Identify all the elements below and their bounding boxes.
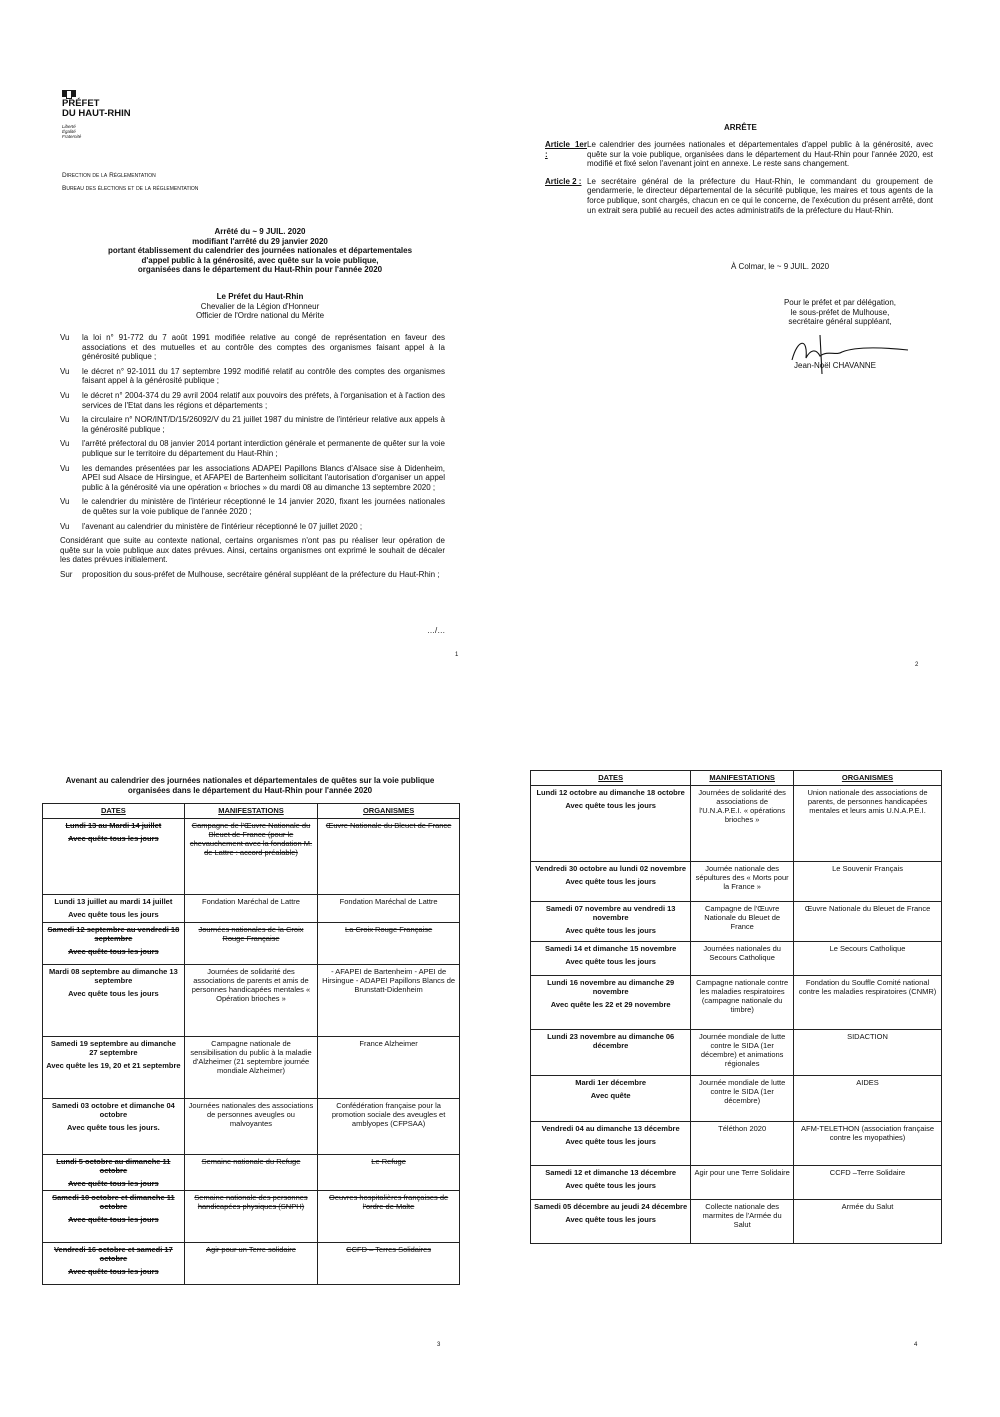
quete-note: Avec quête tous les jours xyxy=(68,1267,159,1276)
manifestation-cell: Semaine nationale du Refuge xyxy=(184,1155,317,1191)
date-range: Samedi 10 octobre et dimanche 11 octobre xyxy=(52,1193,175,1211)
table-row xyxy=(43,1191,460,1243)
visa: Vu l'avenant au calendrier du ministère de l'intérieur réceptionné le 07 juillet 2020 ; xyxy=(60,521,363,531)
quete-note: Avec quête tous les jours xyxy=(68,947,159,956)
organisme-cell: Armée du Salut xyxy=(794,1200,942,1244)
date-range: Mardi 08 septembre au dimanche 13 septembre xyxy=(48,967,178,985)
date-cell xyxy=(531,902,691,942)
table-row xyxy=(531,786,942,862)
quete-note: Avec quête tous les jours xyxy=(565,957,656,966)
date-range: Samedi 19 septembre au dimanche 27 septembre xyxy=(50,1039,176,1057)
article-2: Article 2 : Le secrétaire général de la préfecture du Haut-Rhin, le commandant du groupement de gendarmerie, le directeur départemental de la sécurité publique, les maires et tous agents de la force publique, sont chargés, chacun en ce qui le concerne, de l'exécution du présent arrêté, dont un extrait sera publié au recueil des actes administratifs de la préfecture du Haut-Rhin. xyxy=(545,176,933,215)
manifestation-cell: Journée mondiale de lutte contre le SIDA (1er décembre) et animations régionales xyxy=(691,1030,794,1076)
calendar-table-page3 xyxy=(42,803,460,1285)
table-row xyxy=(531,976,942,1030)
authority-block xyxy=(60,292,460,321)
devise-word: Liberté xyxy=(62,124,76,129)
avenant-title-line: organisées dans le département du Haut-Rhin pour l'année 2020 xyxy=(127,785,373,795)
col-header-dates: DATES xyxy=(531,771,691,786)
date-cell xyxy=(43,1155,185,1191)
date-cell xyxy=(531,786,691,862)
organisme-cell: Fondation du Souffle Comité national contre les maladies respiratoires (CNMR) xyxy=(794,976,942,1030)
devise-word: Égalité xyxy=(62,129,76,134)
table-row xyxy=(531,942,942,976)
quete-note: Avec quête xyxy=(590,1091,631,1100)
signature-line: Pour le préfet et par délégation, xyxy=(783,298,897,307)
date-cell xyxy=(43,923,185,965)
manifestation-cell: Journées nationales du Secours Catholique xyxy=(691,942,794,976)
arrete-heading: ARRÊTE xyxy=(724,123,757,132)
signature-line: le sous-préfet de Mulhouse, xyxy=(790,307,890,317)
quete-note: Avec quête tous les jours xyxy=(565,926,656,935)
date-range: Samedi 12 et dimanche 13 décembre xyxy=(545,1168,677,1177)
date-cell xyxy=(43,895,185,923)
date-range: Samedi 05 décembre au jeudi 24 décembre xyxy=(534,1202,688,1211)
quete-note: Avec quête tous les jours. xyxy=(67,1123,160,1132)
col-header-manifestations: MANIFESTATIONS xyxy=(184,804,317,819)
col-header-organismes: ORGANISMES xyxy=(318,804,460,819)
quete-note: Avec quête tous les jours xyxy=(68,1179,159,1188)
quete-note: Avec quête les 19, 20 et 21 septembre xyxy=(46,1061,181,1070)
quete-note: Avec quête les 22 et 29 novembre xyxy=(550,1000,671,1009)
date-range: Samedi 03 octobre et dimanche 04 octobre xyxy=(51,1101,175,1119)
title-line: portant établissement du calendrier des journées nationales et départementales xyxy=(107,246,413,256)
date-cell xyxy=(43,1099,185,1155)
visa: Vu le décret n° 92-1011 du 17 septembre 1992 modifié relatif au contrôle des comptes des organismes faisant appel à la générosité publique ; xyxy=(60,366,445,386)
manifestation-cell: Téléthon 2020 xyxy=(691,1122,794,1166)
table-row xyxy=(531,1030,942,1076)
organisme-cell: Fondation Maréchal de Lattre xyxy=(318,895,460,923)
page-number: 4 xyxy=(914,1342,918,1348)
page-number: 3 xyxy=(437,1342,441,1348)
manifestation-cell: Journées nationales de la Croix Rouge Française xyxy=(184,923,317,965)
prefet-line1: PRÉFET xyxy=(62,98,100,109)
quete-note: Avec quête tous les jours xyxy=(565,877,656,886)
table-row xyxy=(43,1037,460,1099)
date-range: Vendredi 04 au dimanche 13 décembre xyxy=(541,1124,680,1133)
authority-line: Le Préfet du Haut-Rhin xyxy=(216,292,304,301)
arrete-title: Arrêté du ~ 9 JUIL. 2020 xyxy=(214,227,306,236)
quete-note: Avec quête tous les jours xyxy=(565,1137,656,1146)
page-number: 1 xyxy=(455,652,459,658)
organisme-cell: CCFD –Terre Solidaire xyxy=(794,1166,942,1200)
handwritten-signature xyxy=(780,330,920,380)
visa: Vu le calendrier du ministère de l'intérieur réceptionné le 14 janvier 2020, fixant les journées nationales de quêtes sur la voie publique de l'année 2020 ; xyxy=(60,497,445,516)
manifestation-cell: Collecte nationale des marmites de l'Armée du Salut xyxy=(691,1200,794,1244)
table-row xyxy=(43,1243,460,1285)
direction-label: Direction de la Réglementation xyxy=(62,172,156,179)
date-range: Samedi 12 septembre au vendredi 18 septembre xyxy=(47,925,180,943)
date-range: Lundi 13 juillet au mardi 14 juillet xyxy=(54,897,173,906)
quete-note: Avec quête tous les jours xyxy=(565,1215,656,1224)
date-cell xyxy=(43,1243,185,1285)
manifestation-cell: Journée nationale des sépultures des « Morts pour la France » xyxy=(691,862,794,902)
date-cell xyxy=(531,976,691,1030)
table-row xyxy=(531,1076,942,1122)
signature-block xyxy=(760,298,920,327)
quete-note: Avec quête tous les jours xyxy=(68,1215,159,1224)
visa: Vu les demandes présentées par les associations ADAPEI Papillons Blancs d'Alsace sise à Didenheim, APEI sud Alsace de Hirsingue, et AFAPEI de Bartenheim sollicitant l'autorisation d'organiser un appel public à la générosité via une opération « brioches » du mardi 08 au dimanche 13 septembre 2020 ; xyxy=(60,463,445,492)
organisme-cell: Le Refuge xyxy=(318,1155,460,1191)
organisme-cell: Oeuvres hospitalières françaises de l'ordre de Malte xyxy=(318,1191,460,1243)
considerant: Considérant que suite au contexte national, certains organismes n'ont pas pu réaliser leur opération de quête sur la voie publique aux dates prévues. Ainsi, certains organismes ont exprimé le souhait de décaler les dates prévues initialement. xyxy=(60,536,445,565)
date-cell xyxy=(531,1166,691,1200)
prefet-logotype xyxy=(62,99,131,119)
table-row xyxy=(43,819,460,895)
date-range: Lundi 13 au Mardi 14 juillet xyxy=(65,821,162,830)
organisme-cell: AFM-TELETHON (association française contre les myopathies) xyxy=(794,1122,942,1166)
date-range: Samedi 07 novembre au vendredi 13 novembre xyxy=(545,904,676,922)
avenant-title xyxy=(40,776,460,795)
table-row xyxy=(43,965,460,1037)
arrete-header xyxy=(60,227,460,275)
manifestation-cell: Journée mondiale de lutte contre le SIDA (1er décembre) xyxy=(691,1076,794,1122)
date-cell xyxy=(43,1037,185,1099)
organisme-cell: CCFD – Terres Solidaires xyxy=(318,1243,460,1285)
table-row xyxy=(531,902,942,942)
flag-band xyxy=(72,90,76,97)
quete-note: Avec quête tous les jours xyxy=(68,989,159,998)
date-cell xyxy=(531,1076,691,1122)
organisme-cell: La Croix Rouge Française xyxy=(318,923,460,965)
authority-line: Chevalier de la Légion d'Honneur xyxy=(200,301,320,311)
organisme-cell: France Alzheimer xyxy=(318,1037,460,1099)
quete-note: Avec quête tous les jours xyxy=(68,834,159,843)
quete-note: Avec quête tous les jours xyxy=(68,910,159,919)
manifestation-cell: Journées de solidarité des associations de l'U.N.A.P.E.I. « opérations brioches » xyxy=(691,786,794,862)
date-cell xyxy=(43,819,185,895)
devise xyxy=(62,124,81,139)
sur-proposition: Sur proposition du sous-préfet de Mulhouse, secrétaire général suppléant de la préfecture du Haut-Rhin ; xyxy=(60,569,440,579)
organisme-cell: Œuvre Nationale du Bleuet de France xyxy=(794,902,942,942)
date-range: Lundi 12 octobre au dimanche 18 octobre xyxy=(536,788,685,797)
title-line: modifiant l'arrêté du 29 janvier 2020 xyxy=(192,236,328,246)
table-row xyxy=(531,1200,942,1244)
avenant-title-line: Avenant au calendrier des journées nationales et départementales de quêtes sur la voie publique xyxy=(65,776,435,785)
organisme-cell: SIDACTION xyxy=(794,1030,942,1076)
visa: Vu la loi n° 91-772 du 7 août 1991 modifiée relative au congé de représentation en faveur des associations et des mutuelles et au contrôle des comptes des organismes faisant appel à la générosité publique ; xyxy=(60,333,445,362)
page-number: 2 xyxy=(915,662,919,668)
date-cell xyxy=(531,942,691,976)
date-cell xyxy=(531,1200,691,1244)
col-header-dates: DATES xyxy=(43,804,185,819)
date-range: Lundi 16 novembre au dimanche 29 novembre xyxy=(547,978,675,996)
quete-note: Avec quête tous les jours xyxy=(565,801,656,810)
date-range: Vendredi 16 octobre et samedi 17 octobre xyxy=(53,1245,173,1263)
table-row xyxy=(43,923,460,965)
organisme-cell: AIDES xyxy=(794,1076,942,1122)
visas-block xyxy=(60,333,445,584)
continuation-mark: …/… xyxy=(427,626,446,635)
manifestation-cell: Agir pour un Terre solidaire xyxy=(184,1243,317,1285)
place-date: À Colmar, le ~ 9 JUIL. 2020 xyxy=(731,262,830,271)
col-header-manifestations: MANIFESTATIONS xyxy=(691,771,794,786)
date-cell xyxy=(43,965,185,1037)
title-line: organisées dans le département du Haut-Rhin pour l'année 2020 xyxy=(137,265,383,275)
organisme-cell: Le Souvenir Français xyxy=(794,862,942,902)
quete-note: Avec quête tous les jours xyxy=(565,1181,656,1190)
signature-line: secrétaire général suppléant, xyxy=(788,317,892,327)
date-range: Samedi 14 et dimanche 15 novembre xyxy=(544,944,677,953)
organisme-cell: - AFAPEI de Bartenheim - APEI de Hirsingue - ADAPEI Papillons Blancs de Brunstatt-Didenheim xyxy=(318,965,460,1037)
marianne-logo xyxy=(62,90,76,97)
manifestation-cell: Journées nationales des associations de personnes aveugles ou malvoyantes xyxy=(184,1099,317,1155)
date-cell xyxy=(43,1191,185,1243)
table-row xyxy=(43,895,460,923)
devise-word: Fraternité xyxy=(62,134,82,139)
title-line: d'appel public à la générosité, avec quête sur la voie publique, xyxy=(141,255,379,265)
organisme-cell: Union nationale des associations de parents, de personnes handicapées mentales et leurs amis U.N.A.P.E.I. xyxy=(794,786,942,862)
calendar-table-page4 xyxy=(530,770,942,1244)
date-cell xyxy=(531,862,691,902)
visa: Vu la circulaire n° NOR/INT/D/15/26092/V du 21 juillet 1987 du ministre de l'intérieur relative aux appels à la générosité publique ; xyxy=(60,415,445,434)
date-range: Lundi 23 novembre au dimanche 06 décembre xyxy=(547,1032,675,1050)
table-row xyxy=(531,1166,942,1200)
table-row xyxy=(43,1155,460,1191)
manifestation-cell: Journées de solidarité des associations de parents et amis de personnes handicapées mentales « Opération brioches » xyxy=(184,965,317,1037)
date-range: Lundi 5 octobre au dimanche 11 octobre xyxy=(56,1157,171,1175)
authority-line: Officier de l'Ordre national du Mérite xyxy=(195,311,325,321)
prefet-line2: DU HAUT-RHIN xyxy=(62,108,131,119)
date-range: Vendredi 30 octobre au lundi 02 novembre xyxy=(535,864,687,873)
date-cell xyxy=(531,1122,691,1166)
organisme-cell: Œuvre Nationale du Bleuet de France xyxy=(318,819,460,895)
bureau-label: Bureau des élections et de la réglementation xyxy=(62,185,199,192)
manifestation-cell: Campagne de l'Œuvre Nationale du Bleuet de France xyxy=(691,902,794,942)
organisme-cell: Le Secours Catholique xyxy=(794,942,942,976)
signatory-name: Jean-Noël CHAVANNE xyxy=(794,361,876,370)
article-1: Article 1er : Le calendrier des journées nationales et départementales d'appel public à la générosité, avec quête sur la voie publique, organisées dans le département du Haut-Rhin pour l'année 2020, est modifié et fixé selon l'avenant joint en annexe. Le reste sans changement. xyxy=(545,140,933,169)
table-row xyxy=(43,1099,460,1155)
articles-block xyxy=(545,140,933,220)
date-range: Mardi 1er décembre xyxy=(575,1078,647,1087)
organisme-cell: Confédération française pour la promotion sociale des aveugles et amblyopes (CFPSAA) xyxy=(318,1099,460,1155)
manifestation-cell: Campagne de l'Œuvre Nationale du Bleuet de France (pour le chevauchement avec la fondation M. de Lattre : accord préalable) xyxy=(184,819,317,895)
manifestation-cell: Fondation Maréchal de Lattre xyxy=(184,895,317,923)
visa: Vu le décret n° 2004-374 du 29 avril 2004 relatif aux pouvoirs des préfets, à l'organisation et à l'action des services de l'Etat dans les régions et départements ; xyxy=(60,390,445,410)
visa: Vu l'arrêté préfectoral du 08 janvier 2014 portant interdiction générale et permanente de quêter sur la voie publique sur le territoire du département du Haut-Rhin ; xyxy=(60,439,445,458)
manifestation-cell: Semaine nationale des personnes handicapées physiques (SNPH) xyxy=(184,1191,317,1243)
manifestation-cell: Campagne nationale contre les maladies respiratoires (campagne nationale du timbre) xyxy=(691,976,794,1030)
date-cell xyxy=(531,1030,691,1076)
table-row xyxy=(531,862,942,902)
table-row xyxy=(531,1122,942,1166)
manifestation-cell: Campagne nationale de sensibilisation du public à la maladie d'Alzheimer (21 septembre journée mondiale Alzheimer) xyxy=(184,1037,317,1099)
col-header-organismes: ORGANISMES xyxy=(794,771,942,786)
manifestation-cell: Agir pour une Terre Solidaire xyxy=(691,1166,794,1200)
